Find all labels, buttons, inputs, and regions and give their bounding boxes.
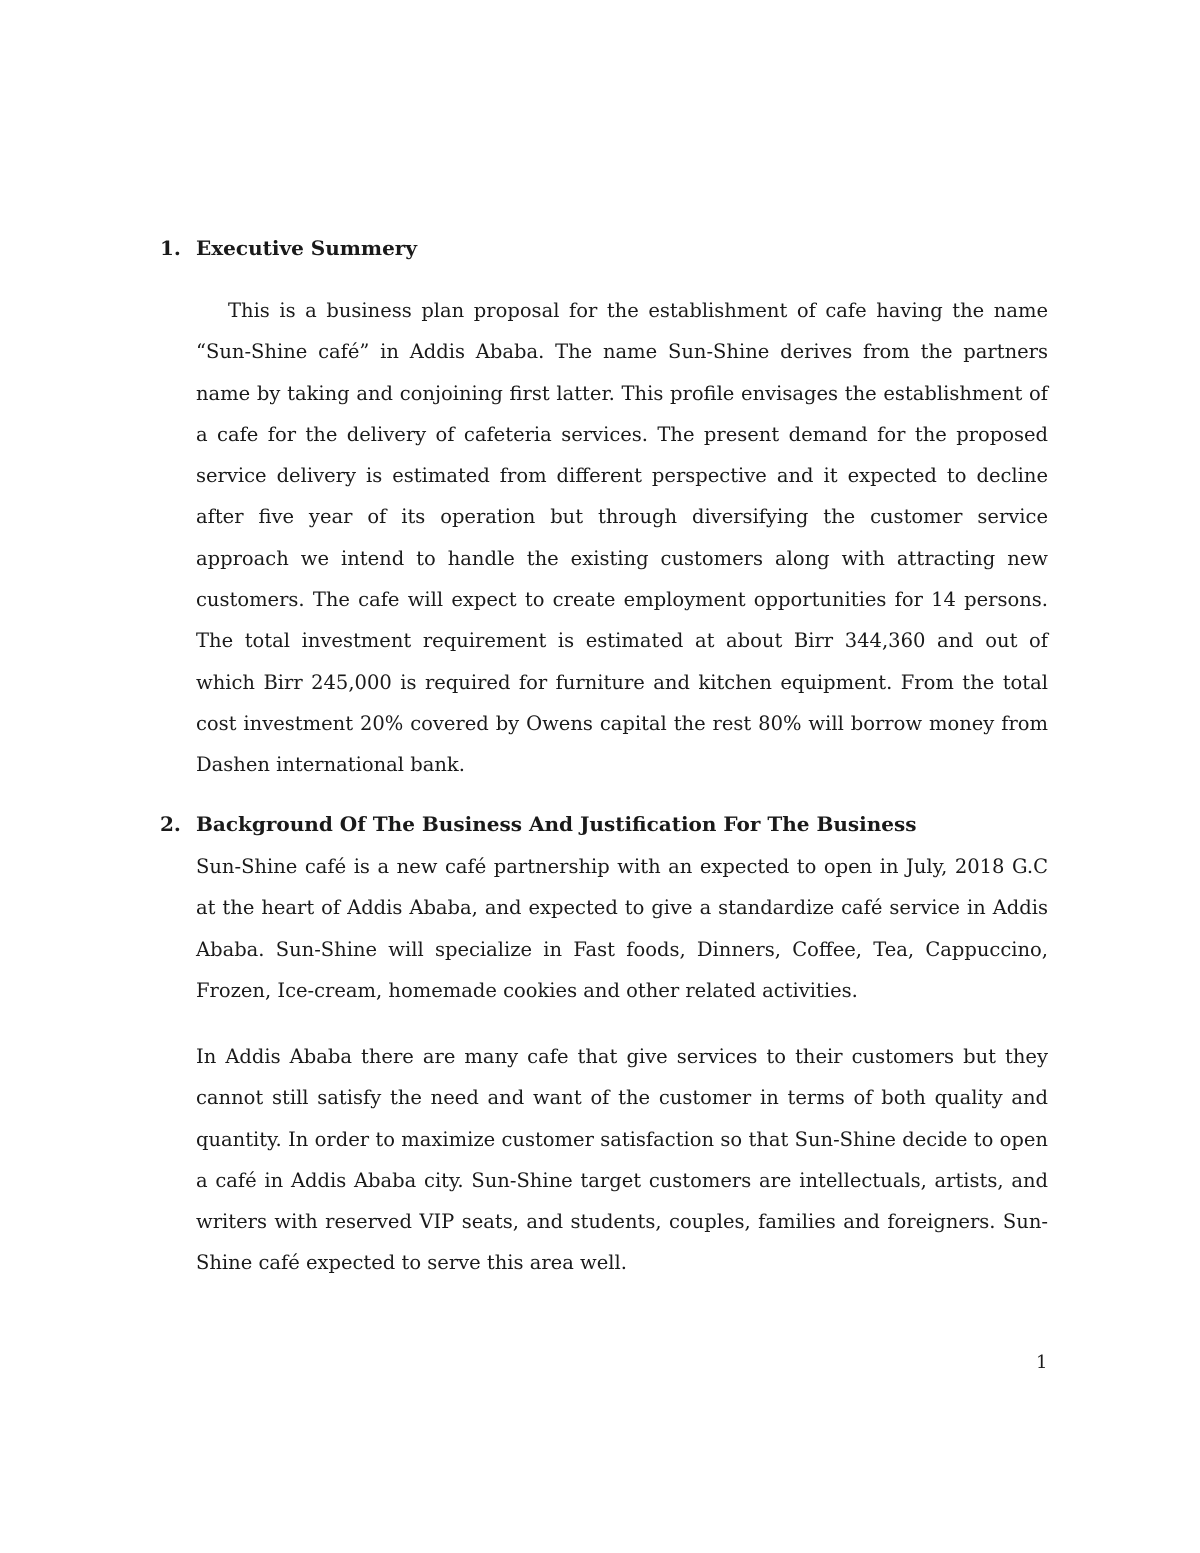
section-2-title: Background Of The Business And Justification For The Business: [196, 812, 917, 836]
background-paragraph-1: Sun-Shine café is a new café partnership with an expected to open in July, 2018 G.C at the heart of Addis Ababa, and expected to give a standardize café service in Addis Ababa. Sun-Shine will specialize in Fast foods, Dinners, Coffee, Tea, Cappuccino, Frozen, Ice-cream, homemade cookies and other related activities.: [196, 855, 1048, 1002]
section-2-number: 2.: [160, 812, 181, 836]
section-2-heading: [160, 812, 917, 836]
section-1-heading: [160, 236, 417, 260]
background-paragraph-2: In Addis Ababa there are many cafe that give services to their customers but they cannot still satisfy the need and want of the customer in terms of both quality and quantity. In order to maximize customer satisfaction so that Sun-Shine decide to open a café in Addis Ababa city. Sun-Shine target customers are intellectuals, artists, and writers with reserved VIP seats, and students, couples, families and foreigners. Sun-Shine café expected to serve this area well.: [196, 1045, 1048, 1275]
section-1-number: 1.: [160, 236, 181, 260]
page-number: 1: [1036, 1352, 1048, 1373]
section-1-title: Executive Summery: [196, 236, 417, 260]
executive-summary-paragraph: This is a business plan proposal for the establishment of cafe having the name “Sun-Shine café” in Addis Ababa. The name Sun-Shine derives from the partners name by taking and conjoining first latter. This profile envisages the establishment of a cafe for the delivery of cafeteria services. The present demand for the proposed service delivery is estimated from different perspective and it expected to decline after five year of its operation but through diversifying the customer service approach we intend to handle the existing customers along with attracting new customers. The cafe will expect to create employment opportunities for 14 persons. The total investment requirement is estimated at about Birr 344,360 and out of which Birr 245,000 is required for furniture and kitchen equipment. From the total cost investment 20% covered by Owens capital the rest 80% will borrow money from Dashen international bank.: [196, 299, 1048, 777]
